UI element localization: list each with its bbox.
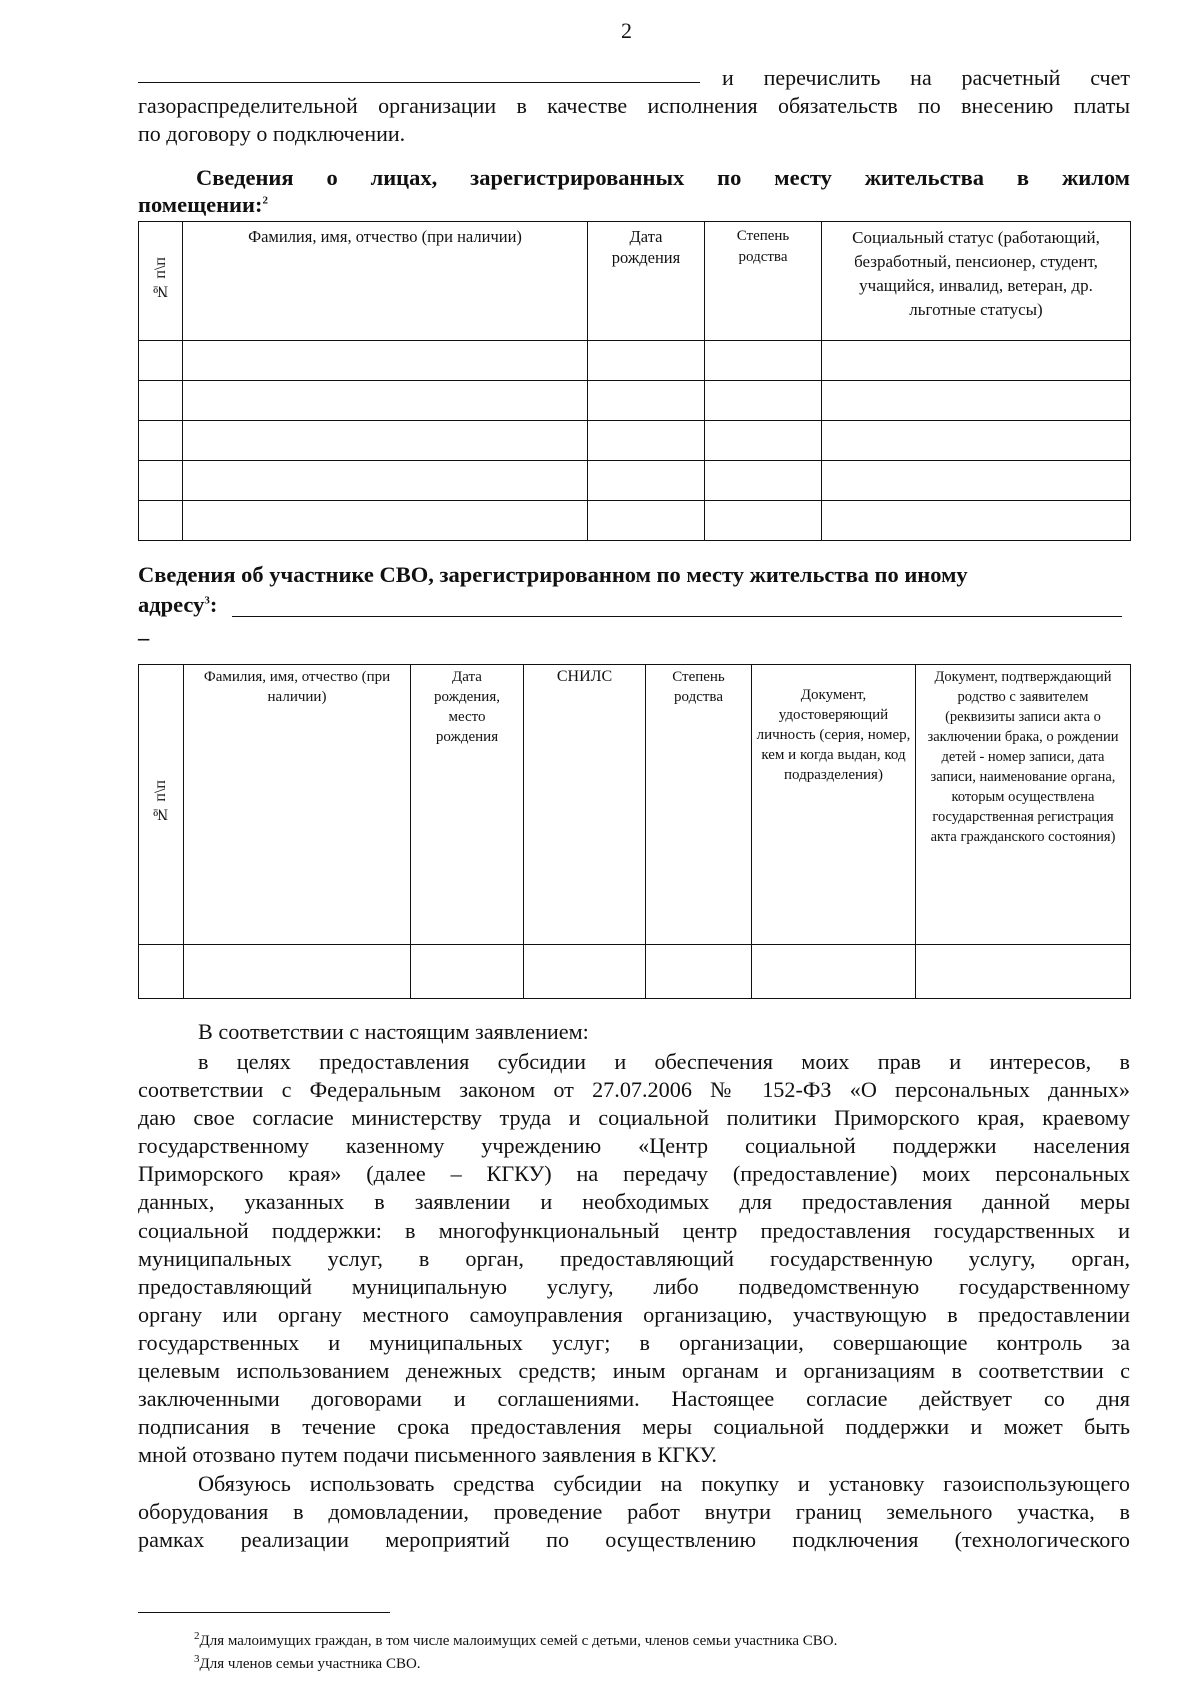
paragraph-line: заключенными договорами и соглашениями. Настоящее согласие действует со дня	[138, 1386, 1130, 1412]
paragraph-line: целевым использованием денежных средств; иным органам и организациям в соответствии с	[138, 1358, 1130, 1384]
body-lead: В соответствии с настоящим заявлением:	[198, 1019, 589, 1044]
paragraph-line: государственному казенному учреждению «Центр социальной поддержки населения	[138, 1133, 1130, 1159]
cell[interactable]	[139, 381, 183, 421]
intro-line-1: и перечислить на расчетный счет	[722, 65, 1130, 90]
paragraph-line: оборудования в домовладении, проведение работ внутри границ земельного участка, в	[138, 1499, 1130, 1525]
cell[interactable]	[822, 341, 1131, 381]
footnote-separator	[138, 1612, 390, 1613]
table-row[interactable]	[139, 381, 1131, 421]
cell[interactable]	[139, 461, 183, 501]
cell[interactable]	[822, 461, 1131, 501]
cell[interactable]	[588, 461, 705, 501]
paragraph-line: рамках реализации мероприятий по осуществлению подключения (технологического	[138, 1527, 1130, 1553]
col-identity-doc-header: Документ, удостоверяющий личность (серия, номер, кем и когда выдан, код подразделения)	[752, 665, 916, 945]
blank-line[interactable]	[138, 82, 700, 83]
footnote-2: $^2$Для малоимущих граждан, в том числе малоимущих семей с детьми, членов семьи участника СВО.	[194, 1630, 838, 1649]
paragraph-line: соответствии с Федеральным законом от 27.07.2006 № 152-ФЗ «О персональных данных»	[138, 1077, 1130, 1103]
table-row[interactable]	[139, 421, 1131, 461]
cell[interactable]	[411, 945, 524, 999]
col-name-header: Фамилия, имя, отчество (при наличии)	[184, 665, 411, 945]
footnote-3: $^3$Для членов семьи участника СВО.	[194, 1653, 421, 1672]
cell[interactable]	[705, 341, 822, 381]
stray-dash: –	[138, 625, 150, 650]
cell[interactable]	[184, 945, 411, 999]
cell[interactable]	[183, 501, 588, 541]
section2-heading-line2: адресу$^3$:	[138, 592, 218, 617]
paragraph-line: в целях предоставления субсидии и обеспечения моих прав и интересов, в	[198, 1049, 1130, 1074]
cell[interactable]	[705, 501, 822, 541]
cell[interactable]	[705, 381, 822, 421]
paragraph-line: социальной поддержки: в многофункциональный центр предоставления государственных и	[138, 1217, 1130, 1243]
paragraph-line: органу или органу местного самоуправления организацию, участвующую в предоставлении	[138, 1301, 1130, 1327]
col-name-header: Фамилия, имя, отчество (при наличии)	[183, 222, 588, 341]
residents-table	[138, 221, 1131, 541]
col-snils-header: СНИЛС	[524, 665, 646, 945]
table-row[interactable]	[139, 461, 1131, 501]
table-row[interactable]	[139, 341, 1131, 381]
col-birth-header: Дата рождения, место рождения	[411, 665, 524, 945]
paragraph-line: предоставляющий муниципальную услугу, либо подведомственную государственному	[138, 1273, 1130, 1299]
table-header-row	[139, 222, 1131, 341]
obligation-paragraph	[138, 1470, 1130, 1554]
col-number-header: № п\п	[139, 222, 183, 341]
col-relation-header: Степень родства	[646, 665, 752, 945]
address-input-line[interactable]	[232, 616, 1122, 617]
col-kinship-doc-header: Документ, подтверждающий родство с заявителем (реквизиты записи акта о заключении брака, о рождении детей - номер записи, дата записи, наименование органа, которым осуществлена государственная регистрация акта гражданского состояния)	[916, 665, 1131, 945]
cell[interactable]	[183, 461, 588, 501]
cell[interactable]	[139, 945, 184, 999]
cell[interactable]	[588, 501, 705, 541]
paragraph-line: Приморского края» (далее – КГКУ) на передачу (предоставление) моих персональных	[138, 1161, 1130, 1187]
cell[interactable]	[705, 421, 822, 461]
col-number-header: № п\п	[139, 665, 184, 945]
cell[interactable]	[588, 381, 705, 421]
intro-line-3: по договору о подключении.	[138, 121, 406, 146]
paragraph-line: мной отозвано путем подачи письменного заявления в КГКУ.	[138, 1442, 717, 1468]
paragraph-line: подписания в течение срока предоставления меры социальной поддержки и может быть	[138, 1414, 1130, 1440]
cell[interactable]	[705, 461, 822, 501]
col-relation-header: Степень родства	[705, 222, 822, 341]
col-social-status-header: Социальный статус (работающий, безработный, пенсионер, студент, учащийся, инвалид, ветеран, др. льготные статусы)	[822, 222, 1131, 341]
cell[interactable]	[646, 945, 752, 999]
table-header-row	[139, 665, 1131, 945]
table-row[interactable]	[139, 945, 1131, 999]
cell[interactable]	[588, 341, 705, 381]
cell[interactable]	[822, 381, 1131, 421]
paragraph-line: муниципальных услуг, в орган, предоставляющий государственную услугу, орган,	[138, 1245, 1130, 1271]
paragraph-line: государственных и муниципальных услуг; в организации, совершающие контроль за	[138, 1329, 1130, 1355]
cell[interactable]	[139, 421, 183, 461]
cell[interactable]	[183, 341, 588, 381]
page-number: 2	[621, 18, 632, 43]
paragraph-line: Обязуюсь использовать средства субсидии на покупку и установку газоиспользующего	[198, 1471, 1130, 1496]
cell[interactable]	[183, 381, 588, 421]
cell[interactable]	[139, 341, 183, 381]
section1-heading: Сведения о лицах, зарегистрированных по месту жительства в жилом	[196, 165, 1130, 190]
cell[interactable]	[139, 501, 183, 541]
cell[interactable]	[822, 501, 1131, 541]
consent-paragraph	[138, 1048, 1130, 1469]
footnote-ref-2: 2	[262, 194, 268, 207]
cell[interactable]	[916, 945, 1131, 999]
cell[interactable]	[752, 945, 916, 999]
col-birthdate-header: Дата рождения	[588, 222, 705, 341]
table-row[interactable]	[139, 501, 1131, 541]
paragraph-line: даю свое согласие министерству труда и социальной политики Приморского края, краевому	[138, 1105, 1130, 1131]
intro-line-2: газораспределительной организации в качестве исполнения обязательств по внесению платы	[138, 93, 1130, 118]
footnote-ref-3: 3	[204, 594, 210, 607]
section2-heading: Сведения об участнике СВО, зарегистрированном по месту жительства по иному	[138, 562, 968, 587]
section1-heading-line2: помещении:$^2$	[138, 192, 268, 217]
cell[interactable]	[183, 421, 588, 461]
svo-participant-table	[138, 664, 1131, 999]
cell[interactable]	[588, 421, 705, 461]
paragraph-line: данных, указанных в заявлении и необходимых для предоставления данной меры	[138, 1189, 1130, 1215]
cell[interactable]	[822, 421, 1131, 461]
cell[interactable]	[524, 945, 646, 999]
